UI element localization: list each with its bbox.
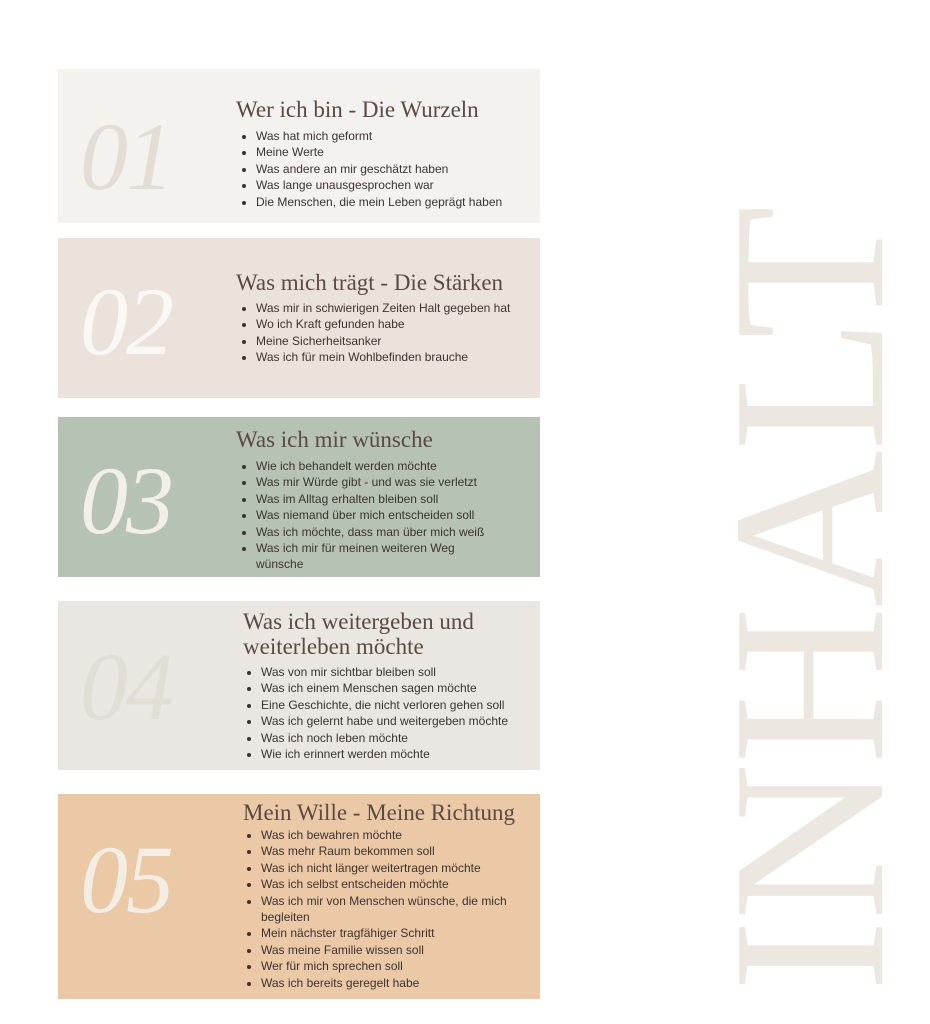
section-number: 02 xyxy=(80,268,172,375)
list-item: • Was ich noch leben möchte xyxy=(261,730,551,746)
list-item: • Mein nächster tragfähiger Schritt xyxy=(261,925,531,941)
section-title: Mein Wille - Meine Richtung xyxy=(243,800,516,825)
inhalt-watermark xyxy=(555,150,930,992)
inhalt-watermark-text: INHALT xyxy=(689,206,930,992)
list-item: • Was lange unausgesprochen war xyxy=(256,177,556,193)
section-04 xyxy=(58,601,540,770)
list-item: • Was ich möchte, dass man über mich weiß xyxy=(256,524,496,540)
list-item: • Meine Sicherheitsanker xyxy=(256,333,556,349)
list-item: • Eine Geschichte, die nicht verloren gehen soll xyxy=(261,697,551,713)
list-item: • Was ich einem Menschen sagen möchte xyxy=(261,680,551,696)
section-number: 05 xyxy=(80,826,172,933)
section-item-list xyxy=(243,664,551,762)
list-item: • Was niemand über mich entscheiden soll xyxy=(256,507,496,523)
list-item: • Was ich mir von Menschen wünsche, die mich begleiten xyxy=(261,893,531,926)
list-item: • Was meine Familie wissen soll xyxy=(261,942,531,958)
list-item: • Meine Werte xyxy=(256,144,556,160)
list-item: • Was im Alltag erhalten bleiben soll xyxy=(256,491,496,507)
list-item: • Wie ich erinnert werden möchte xyxy=(261,746,551,762)
section-title: Was ich weitergeben und weiterleben möchte xyxy=(243,609,474,659)
list-item: • Wer für mich sprechen soll xyxy=(261,958,531,974)
section-title: Was ich mir wünsche xyxy=(236,427,433,452)
section-number: 03 xyxy=(80,447,172,554)
section-item-list xyxy=(243,827,531,991)
section-05 xyxy=(58,794,540,999)
list-item: • Was mir Würde gibt - und was sie verletzt xyxy=(256,474,496,490)
list-item: • Was ich gelernt habe und weitergeben möchte xyxy=(261,713,551,729)
list-item: • Was mehr Raum bekommen soll xyxy=(261,843,531,859)
section-item-list xyxy=(238,300,556,366)
list-item: • Was ich nicht länger weitertragen möchte xyxy=(261,860,531,876)
section-01 xyxy=(58,69,540,223)
section-number: 01 xyxy=(80,103,172,210)
section-item-list xyxy=(238,128,556,210)
list-item: • Was mir in schwierigen Zeiten Halt gegeben hat xyxy=(256,300,556,316)
list-item: • Wo ich Kraft gefunden habe xyxy=(256,316,556,332)
list-item: • Was ich mir für meinen weiteren Weg wünsche xyxy=(256,540,496,573)
section-02 xyxy=(58,238,540,398)
list-item: • Was ich selbst entscheiden möchte xyxy=(261,876,531,892)
list-item: • Die Menschen, die mein Leben geprägt haben xyxy=(256,194,556,210)
list-item: • Was andere an mir geschätzt haben xyxy=(256,161,556,177)
section-title: Wer ich bin - Die Wurzeln xyxy=(236,97,479,122)
section-title: Was mich trägt - Die Stärken xyxy=(236,270,504,295)
list-item: • Wie ich behandelt werden möchte xyxy=(256,458,496,474)
list-item: • Was ich für mein Wohlbefinden brauche xyxy=(256,349,556,365)
list-item: • Was hat mich geformt xyxy=(256,128,556,144)
list-item: • Was von mir sichtbar bleiben soll xyxy=(261,664,551,680)
section-number: 04 xyxy=(80,633,172,740)
list-item: • Was ich bewahren möchte xyxy=(261,827,531,843)
section-item-list xyxy=(238,458,496,573)
list-item: • Was ich bereits geregelt habe xyxy=(261,975,531,991)
section-03 xyxy=(58,417,540,577)
